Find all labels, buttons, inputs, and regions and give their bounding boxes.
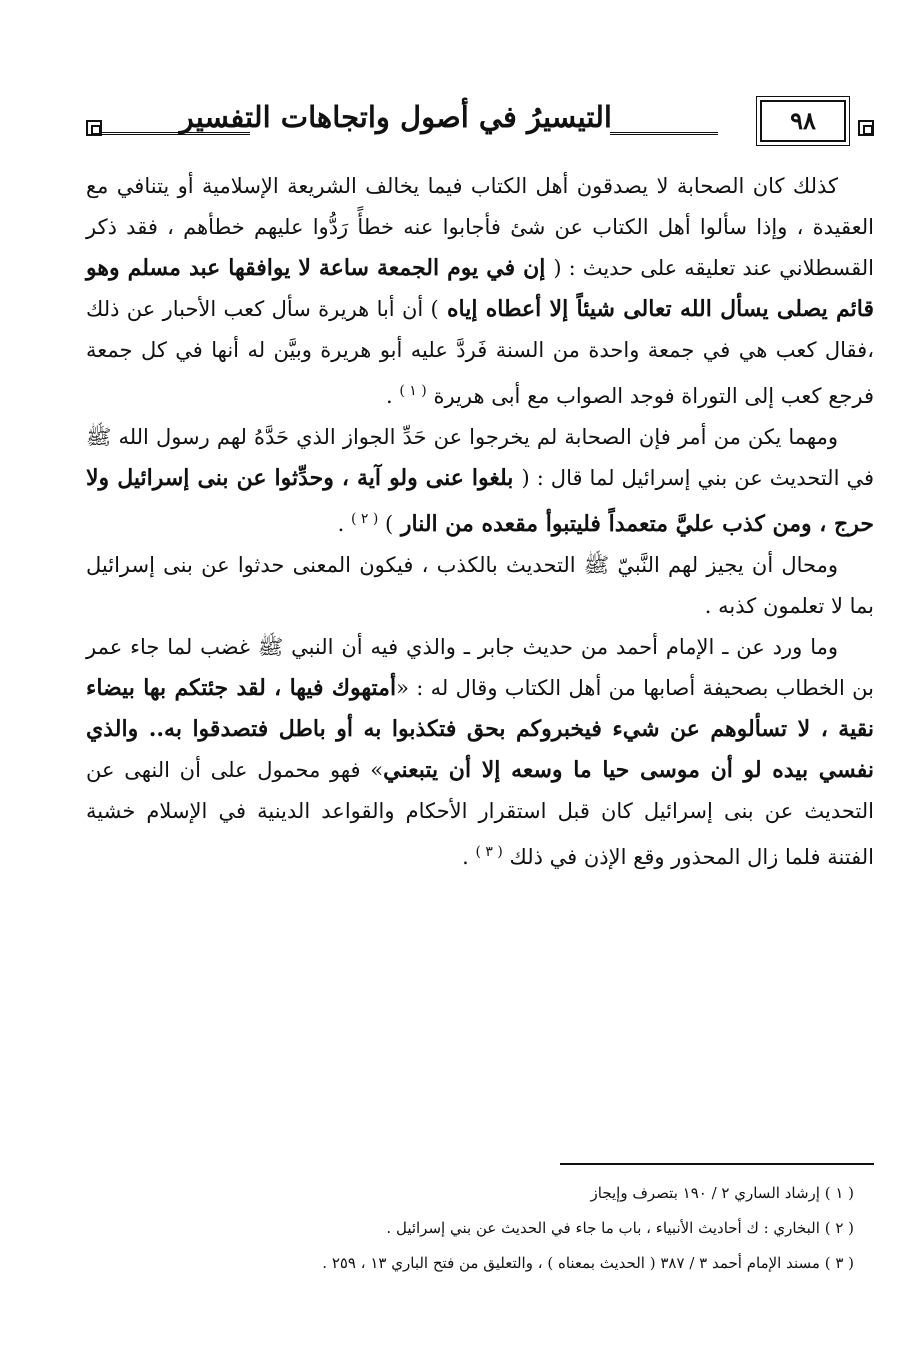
hadith-quote: أمتهوك فيها ، لقد جئتكم بها بيضاء نقية ، لا تسألوهم عن شيء فيخبروكم بحق فتكذبوا به أو باطل فتصدقوا به.. والذي نفسي بيده لو أن موسى حيا ما وسعه إلا أن يتبعني — [86, 675, 874, 783]
header-rule — [100, 132, 250, 135]
ornament-icon — [858, 120, 874, 136]
main-text — [86, 166, 874, 878]
header-rule — [610, 132, 718, 135]
text-run: وما ورد عن ـ الإمام أحمد من حديث جابر ـ والذي فيه أن النبي ﷺ غضب لما جاء عمر بن الخطاب بصحيفة أصابها من أهل الكتاب وقال له : « — [86, 635, 874, 700]
text-run: ) أن أبا هريرة سأل كعب الأحبار عن ذلك ،فقال كعب هي في جمعة واحدة من السنة فَردَّ عليه أبو هريرة وبيَّن له أنها في كل جمعة فرجع كعب إلى التوراة فوجد الصواب مع أبى هريرة — [86, 297, 874, 408]
text-run: » فهو محمول على أن النهى عن التحديث عن بنى إسرائيل كان قبل استقرار الأحكام والقواعد الدينية في الإسلام خشية الفتنة فلما زال المحذور وقع الإذن في ذلك — [86, 758, 874, 869]
paragraph — [86, 545, 874, 627]
text-run: ) — [385, 512, 394, 536]
paragraph — [86, 166, 874, 417]
text-run: . — [386, 384, 400, 408]
footnote-reference[interactable]: ( ١ ) — [399, 383, 427, 399]
paragraph — [86, 627, 874, 878]
running-title: التيسيرُ في أصول واتجاهات التفسير — [179, 100, 612, 134]
text-run: . — [337, 512, 351, 536]
page-number: ٩٨ — [760, 100, 846, 142]
text-run: كذلك كان الصحابة لا يصدقون أهل الكتاب فيما يخالف الشريعة الإسلامية أو يتنافي مع العقيدة ، وإذا سألوا أهل الكتاب عن شئ فأجابوا عنه خطأً رَدُّوا عليهم خطأهم ، فقد ذكر القسطلاني عند تعليقه على حديث : ( — [86, 174, 874, 280]
page-header — [86, 98, 874, 150]
footnote-reference[interactable]: ( ٣ ) — [475, 844, 503, 860]
text-run: ومحال أن يجيز لهم النَّبيّ ﷺ التحديث بالكذب ، فيكون المعنى حدثوا عن بنى إسرائيل بما لا تعلمون كذبه . — [86, 553, 874, 618]
paragraph — [86, 417, 874, 545]
hadith-quote: بلغوا عنى ولو آية ، وحدِّثوا عن بنى إسرائيل ولا حرج ، ومن كذب عليَّ متعمداً فليتبوأ مقعده من النار — [86, 465, 874, 537]
footnote: ( ١ ) إرشاد الساري ٢ / ١٩٠ بتصرف وإيجاز — [590, 1184, 854, 1202]
footnote-separator — [560, 1163, 874, 1165]
ornament-icon — [86, 120, 102, 136]
text-run: . — [462, 845, 476, 869]
text-run: ومهما يكن من أمر فإن الصحابة لم يخرجوا عن حَدِّ الجواز الذي حَدَّهُ لهم رسول الله ﷺ في التحديث عن بني إسرائيل لما قال : ( — [86, 425, 875, 490]
hadith-quote: إن في يوم الجمعة ساعة لا يوافقها عبد مسلم وهو قائم يصلى يسأل الله تعالى شيئاً إلا أعطاه إياه — [86, 255, 874, 322]
footnotes — [86, 1176, 854, 1281]
footnote-reference[interactable]: ( ٢ ) — [350, 511, 379, 527]
footnote: ( ٣ ) مسند الإمام أحمد ٣ / ٣٨٧ ( الحديث بمعناه ) ، والتعليق من فتح الباري ١٣ ، ٢٥٩ . — [322, 1254, 854, 1272]
footnote: ( ٢ ) البخاري : ك أحاديث الأنبياء ، باب ما جاء في الحديث عن بني إسرائيل . — [386, 1219, 854, 1237]
